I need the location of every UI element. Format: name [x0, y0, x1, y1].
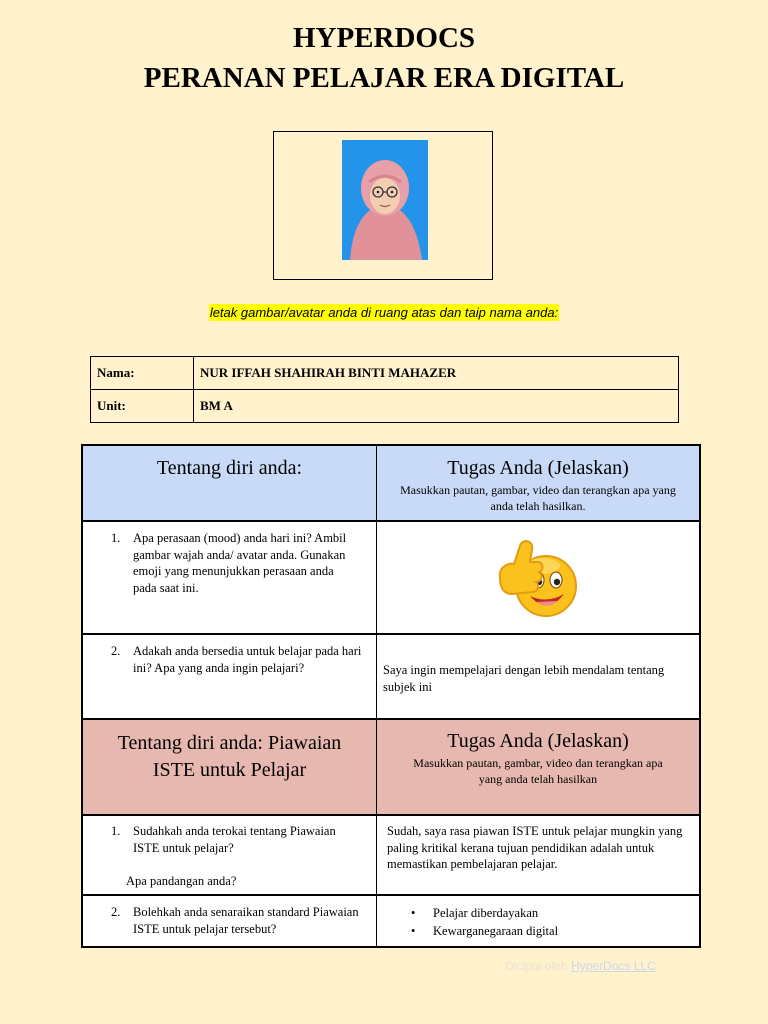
question-number: 2. [111, 905, 121, 919]
avatar-photo [342, 140, 428, 260]
info-row-name [91, 357, 679, 390]
page-title-line1: HYPERDOCS [292, 22, 476, 54]
section1-left-title: Tentang diri anda: [156, 457, 303, 479]
info-value-name[interactable]: NUR IFFAH SHAHIRAH BINTI MAHAZER [194, 357, 679, 390]
info-row-unit [91, 390, 679, 423]
section1-question2: Adakah anda bersedia untuk belajar pada hari ini? Apa yang anda ingin pelajari? [133, 644, 362, 675]
footer-prefix: Dicipta oleh [505, 959, 568, 973]
question-number: 1. [111, 824, 121, 838]
info-value-unit[interactable]: BM A [194, 390, 679, 423]
section2-row2-answer-cell[interactable] [377, 896, 699, 946]
section2-right-subtitle: Masukkan pautan, gambar, video dan terangkan apa yang anda telah hasilkan [413, 756, 663, 786]
hyperdocs-link[interactable]: HyperDocs LLC [571, 959, 656, 973]
avatar-frame [273, 131, 493, 280]
task-grid [81, 444, 701, 948]
section1-right-title: Tugas Anda (Jelaskan) [447, 457, 629, 479]
section1-right-header [377, 446, 699, 522]
student-info-table [90, 356, 679, 423]
thumbs-up-smiley-icon [490, 528, 586, 628]
section1-answer2: Saya ingin mempelajari dengan lebih mendalam tentang subjek ini [383, 663, 665, 694]
iste-standards-list [377, 905, 699, 940]
instruction-highlight: letak gambar/avatar anda di ruang atas dan taip nama anda: [209, 305, 559, 320]
question-number: 1. [111, 531, 121, 545]
instruction-text [0, 305, 768, 320]
section1-row1-answer-cell[interactable] [377, 522, 699, 635]
section2-question1-followup: Apa pandangan anda? [126, 874, 237, 888]
section1-row2-answer-cell[interactable] [377, 635, 699, 720]
section2-right-header [377, 720, 699, 816]
page-title-line2: PERANAN PELAJAR ERA DIGITAL [143, 62, 625, 94]
footer-credit [505, 959, 656, 973]
section2-question2: Bolehkah anda senaraikan standard Piawaian ISTE untuk pelajar tersebut? [133, 905, 359, 936]
section1-right-subtitle: Masukkan pautan, gambar, video dan terangkan apa yang anda telah hasilkan. [400, 483, 676, 513]
question-number: 2. [111, 644, 121, 658]
list-item: • Kewarganegaraan digital [377, 923, 699, 941]
list-item: • Pelajar diberdayakan [377, 905, 699, 923]
section1-row1-question-cell [83, 522, 377, 635]
section1-row2-question-cell [83, 635, 377, 720]
section2-left-title: Tentang diri anda: Piawaian ISTE untuk Pelajar [117, 732, 342, 781]
section1-question1: Apa perasaan (mood) anda hari ini? Ambil gambar wajah anda/ avatar anda. Gunakan emoji yang menunjukkan perasaan anda pada saat ini. [133, 531, 347, 595]
info-label-unit: Unit: [91, 390, 194, 423]
section2-question1: Sudahkah anda terokai tentang Piawaian ISTE untuk pelajar? [133, 824, 336, 855]
section1-left-header [83, 446, 377, 522]
section2-row1-question-cell [83, 816, 377, 896]
section2-row2-question-cell [83, 896, 377, 946]
section2-left-header [83, 720, 377, 816]
info-label-name: Nama: [91, 357, 194, 390]
section2-answer1: Sudah, saya rasa piawan ISTE untuk pelajar mungkin yang paling kritikal kerana tujuan pendidikan adalah untuk memastikan pembelajaran pelajar. [387, 824, 683, 871]
section2-right-title: Tugas Anda (Jelaskan) [447, 730, 629, 752]
section2-row1-answer-cell[interactable] [377, 816, 699, 896]
